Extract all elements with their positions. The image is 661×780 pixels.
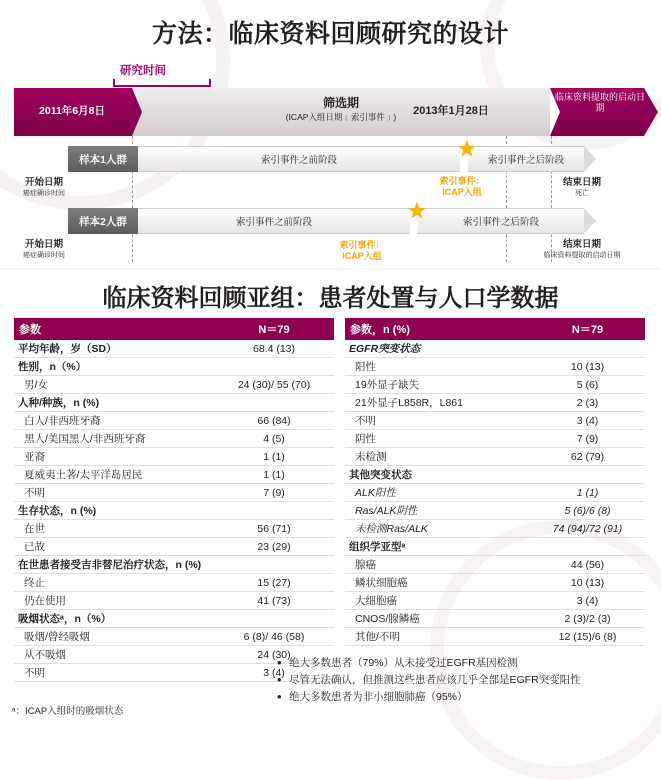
cohort2-start-sub: 癌症确诊时间 — [23, 252, 65, 259]
page-title-methods: 方法：临床资料回顾研究的设计 — [151, 20, 509, 48]
cohort1-arrow — [584, 146, 596, 172]
table-row-value — [530, 538, 645, 556]
table-row-value: 24 (30)/ 55 (70) — [214, 376, 334, 394]
table-row-label: 人种/种族，n (%) — [14, 394, 214, 412]
study-period-label: 研究时间 — [120, 65, 166, 77]
cohort2-end-sub: 临床资料提取的启动日期 — [543, 252, 621, 259]
table-row — [345, 358, 645, 376]
table-row-value: 1 (1) — [214, 466, 334, 484]
table-row-label: 黑人/美国黑人/非西班牙裔 — [14, 430, 214, 448]
table-row-label: 19外显子缺失 — [345, 376, 530, 394]
cohort1-end-sub: 死亡 — [575, 190, 589, 197]
table-row-label: 终止 — [14, 574, 214, 592]
table-row-value: 41 (73) — [214, 592, 334, 610]
cohort1-start-sub: 癌症确诊时间 — [23, 190, 65, 197]
table-row — [14, 466, 334, 484]
table-row-value — [530, 466, 645, 484]
table-row-value — [214, 502, 334, 520]
table-row-value: 4 (5) — [214, 430, 334, 448]
cohort1-end-label — [534, 174, 630, 198]
table-row — [345, 574, 645, 592]
table-row-label: 大细胞癌 — [345, 592, 530, 610]
cohort2-pre-segment: 索引事件之前阶段 — [138, 208, 410, 234]
table-row-label: 鳞状细胞癌 — [345, 574, 530, 592]
footnote: ᵃ：ICAP入组时的吸烟状态 — [12, 706, 124, 717]
cohort1-pre-segment: 索引事件之前阶段 — [138, 146, 460, 172]
table-header-cell: 参数，n (%) — [345, 318, 530, 340]
table-row-label: 在世患者接受吉非替尼治疗状态，n (%) — [14, 556, 214, 574]
table-row — [345, 628, 645, 646]
cohort1-post-segment: 索引事件之后阶段 — [468, 146, 584, 172]
table-row-value: 66 (84) — [214, 412, 334, 430]
cohort1-index-label: 索引事件： ICAP入组 — [439, 176, 485, 197]
table-row-value: 15 (27) — [214, 574, 334, 592]
table-row-value: 10 (13) — [530, 358, 645, 376]
table-row-label: 男/女 — [14, 376, 214, 394]
table-row-value: 5 (6)/6 (8) — [530, 502, 645, 520]
cohort2-start-main: 开始日期 — [24, 239, 63, 250]
table-row — [14, 412, 334, 430]
cohort2-start-label — [14, 236, 74, 260]
table-row — [14, 574, 334, 592]
cohort2-arrow — [584, 208, 596, 234]
table-row — [345, 394, 645, 412]
demographics-table-right — [345, 318, 645, 646]
table-row-label: 未检测Ras/ALK — [345, 520, 530, 538]
table-row — [345, 376, 645, 394]
table-row-label: 生存状态，n (%) — [14, 502, 214, 520]
table-row-label: ALK阳性 — [345, 484, 530, 502]
table-row-value: 1 (1) — [214, 448, 334, 466]
cohort1-name: 样本1人群 — [68, 146, 138, 172]
table-row-value — [214, 610, 334, 628]
table-row-label: 性别，n（%） — [14, 358, 214, 376]
bullet-item: • 绝大多数患者为非小细胞肺癌（95%） — [275, 689, 655, 706]
table-row-value: 68.4 (13) — [214, 340, 334, 358]
table-row-label: CNOS/腺鳞癌 — [345, 610, 530, 628]
table-row — [345, 520, 645, 538]
table-row-value — [530, 340, 645, 358]
table-row — [14, 484, 334, 502]
table-row-label: 仍在使用 — [14, 592, 214, 610]
table-row-value: 23 (29) — [214, 538, 334, 556]
table-row-label: 阴性 — [345, 430, 530, 448]
table-row-value — [214, 358, 334, 376]
cohort2-end-label — [534, 236, 630, 260]
table-row-value: 62 (79) — [530, 448, 645, 466]
cohort1-start-main: 开始日期 — [24, 177, 63, 188]
table-row-value: 74 (94)/72 (91) — [530, 520, 645, 538]
table-row-label: 吸烟/曾经吸烟 — [14, 628, 214, 646]
table-row-value — [214, 394, 334, 412]
table-row — [14, 502, 334, 520]
timeline-bar — [14, 88, 644, 136]
table-row — [14, 358, 334, 376]
table-row-value: 24 (30) — [214, 646, 334, 664]
table-header-cell: 参数 — [14, 318, 214, 340]
timeline-start-date: 2011年6月8日 — [39, 105, 105, 117]
table-row-value: 1 (1) — [530, 484, 645, 502]
table-row-value: 5 (6) — [530, 376, 645, 394]
table-row-value: 12 (15)/6 (8) — [530, 628, 645, 646]
table-row-label: 亚裔 — [14, 448, 214, 466]
table-row — [345, 610, 645, 628]
timeline-screening-sub: (ICAP入组日期﹝索引事件﹞) — [285, 112, 397, 122]
table-row-label: 其他/不明 — [345, 628, 530, 646]
table-row-label: 21外显子L858R，L861 — [345, 394, 530, 412]
table-row — [345, 484, 645, 502]
cohort2-end-main: 结束日期 — [562, 239, 601, 250]
table-row — [14, 628, 334, 646]
table-row — [14, 448, 334, 466]
table-row — [14, 340, 334, 358]
table-row-value: 3 (4) — [530, 412, 645, 430]
table-row-value: 7 (9) — [530, 430, 645, 448]
timeline-diagram: 研究时间 2011年6月8日 筛选期 (ICAP入组日期﹝索引事件﹞) 2013年1月28日 临床资料提取的启动日期 样本1人群 索引事件之前阶段 索引事件之后阶段 ★ 开始日期 癌症确诊时间 索引事件： ICAP入组 结束日期 死亡 样本2人群 索引事件之前阶段 索引事件之后阶段 ★ 开始日期 癌症确诊时间 索引事件： ICAP入组 结束日期 临床资料提取的启动日期 — [8, 62, 653, 262]
table-row-label: 不明 — [14, 664, 214, 682]
table-row — [14, 556, 334, 574]
cohort1-start-label — [14, 174, 74, 198]
table-row-value: 3 (4) — [530, 592, 645, 610]
table-row-label: 不明 — [14, 484, 214, 502]
table-row-label: 吸烟状态ᵃ，n（%） — [14, 610, 214, 628]
table-row — [345, 466, 645, 484]
table-row-label: 夏威夷土著/太平洋岛居民 — [14, 466, 214, 484]
table-row — [345, 448, 645, 466]
study-period-bracket — [113, 79, 211, 87]
timeline-end-label: 临床资料提取的启动日期 — [554, 92, 645, 113]
table-header-row — [345, 318, 645, 340]
table-row — [14, 610, 334, 628]
timeline-mid-date: 2013年1月28日 — [413, 105, 489, 117]
table-row-label: 不明 — [345, 412, 530, 430]
table-row-label: 在世 — [14, 520, 214, 538]
page-title-subgroup: 临床资料回顾亚组：患者处置与人口学数据 — [102, 285, 559, 312]
table-row — [345, 340, 645, 358]
table-row-label: 白人/非西班牙裔 — [14, 412, 214, 430]
table-row-label: 未检测 — [345, 448, 530, 466]
timeline-screening-title: 筛选期 — [322, 96, 359, 110]
table-row-label: Ras/ALK阴性 — [345, 502, 530, 520]
table-row — [345, 556, 645, 574]
table-row-label: 腺癌 — [345, 556, 530, 574]
table-row-value: 44 (56) — [530, 556, 645, 574]
table-row-label: 组织学亚型ᵃ — [345, 538, 530, 556]
cohort2-index-label: 索引事件： ICAP入组 — [339, 240, 385, 261]
table-row-label: 平均年龄，岁（SD） — [14, 340, 214, 358]
bullet-item: • 尽管无法确认，但推测这些患者应该几乎全部是EGFR突变阳性 — [275, 672, 655, 689]
table-row — [345, 502, 645, 520]
table-row — [14, 592, 334, 610]
table-row — [345, 430, 645, 448]
table-header-cell: N＝79 — [530, 318, 645, 340]
table-header-row — [14, 318, 334, 340]
table-row-value: 56 (71) — [214, 520, 334, 538]
table-row — [14, 520, 334, 538]
table-row-value — [214, 556, 334, 574]
table-row-value: 6 (8)/ 46 (58) — [214, 628, 334, 646]
table-header-cell: N＝79 — [214, 318, 334, 340]
table-row-value: 2 (3)/2 (3) — [530, 610, 645, 628]
table-row-value: 2 (3) — [530, 394, 645, 412]
cohort1-end-main: 结束日期 — [562, 177, 601, 188]
table-row — [14, 430, 334, 448]
table-row — [14, 538, 334, 556]
table-row-label: 其他突变状态 — [345, 466, 530, 484]
table-row-label: 已故 — [14, 538, 214, 556]
bullet-item: • 绝大多数患者（79%）从未接受过EGFR基因检测 — [275, 655, 655, 672]
section-divider — [0, 268, 661, 269]
demographics-table-left — [14, 318, 334, 682]
table-row — [14, 376, 334, 394]
cohort2-post-segment: 索引事件之后阶段 — [418, 208, 584, 234]
cohort2-name: 样本2人群 — [68, 208, 138, 234]
table-row-value: 10 (13) — [530, 574, 645, 592]
table-row-value: 3 (4) — [214, 664, 334, 682]
table-row — [345, 538, 645, 556]
table-row-value: 7 (9) — [214, 484, 334, 502]
table-row — [345, 592, 645, 610]
key-findings-bullets — [275, 655, 655, 706]
table-row — [345, 412, 645, 430]
table-row-label: EGFR突变状态 — [345, 340, 530, 358]
table-row — [14, 394, 334, 412]
table-row-label: 阳性 — [345, 358, 530, 376]
table-row-label: 从不吸烟 — [14, 646, 214, 664]
